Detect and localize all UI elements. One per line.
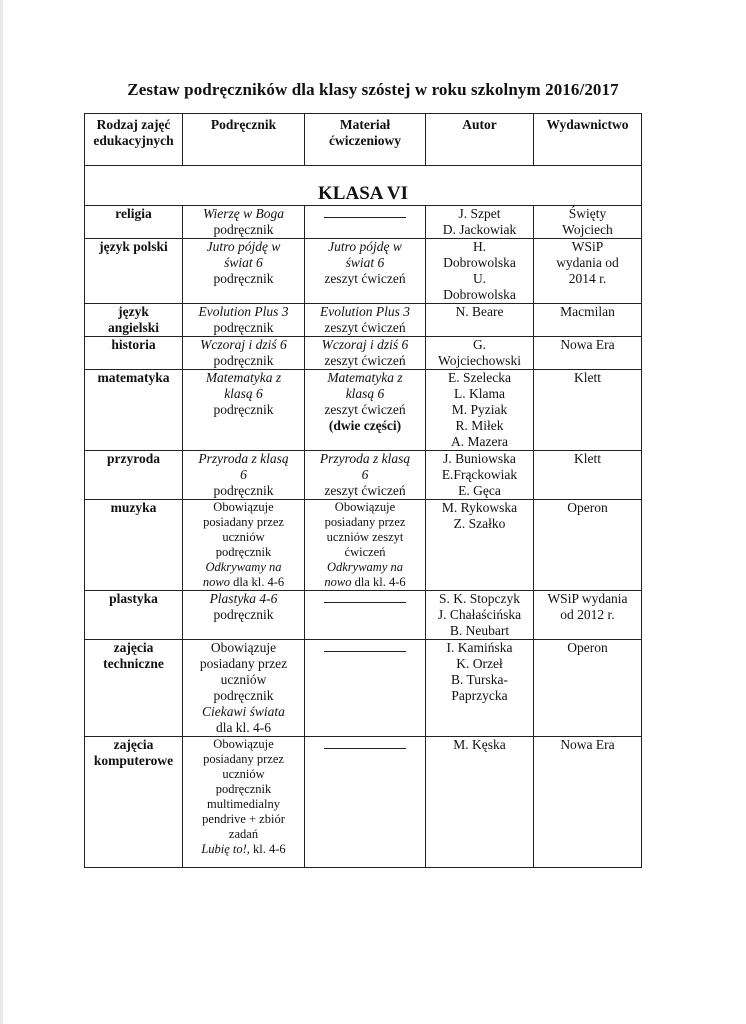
publisher-cell: WSiP wydania od 2012 r. <box>534 591 642 640</box>
material-cell: Przyroda z klasą 6 zeszyt ćwiczeń <box>305 451 426 500</box>
subject-cell: matematyka <box>85 370 183 451</box>
textbook-cell: Plastyka 4-6 podręcznik <box>183 591 305 640</box>
class-row <box>85 166 642 206</box>
author-cell: S. K. Stopczyk J. Chałaścińska B. Neubart <box>426 591 534 640</box>
table-row <box>85 591 642 640</box>
publisher-cell: Klett <box>534 451 642 500</box>
author-cell: M. Rykowska Z. Szałko <box>426 500 534 591</box>
class-label: KLASA VI <box>85 166 642 206</box>
table-row <box>85 737 642 868</box>
material-cell: Obowiązuje posiadany przez uczniów zeszyt ćwiczeń Odkrywamy na nowo dla kl. 4-6 <box>305 500 426 591</box>
table-row <box>85 500 642 591</box>
header-textbook: Podręcznik <box>183 114 305 166</box>
author-cell: J. Szpet D. Jackowiak <box>426 206 534 239</box>
subject-cell: plastyka <box>85 591 183 640</box>
material-cell <box>305 591 426 640</box>
textbook-cell: Wczoraj i dziś 6 podręcznik <box>183 337 305 370</box>
header-author: Autor <box>426 114 534 166</box>
author-cell: G. Wojciechowski <box>426 337 534 370</box>
textbook-cell: Obowiązuje posiadany przez uczniów podręcznik Odkrywamy na nowo dla kl. 4-6 <box>183 500 305 591</box>
table-row <box>85 370 642 451</box>
material-cell <box>305 737 426 868</box>
textbook-cell: Przyroda z klasą 6 podręcznik <box>183 451 305 500</box>
table-row <box>85 337 642 370</box>
empty-dash <box>324 208 406 218</box>
subject-cell: zajęcia techniczne <box>85 640 183 737</box>
table-row <box>85 239 642 304</box>
textbook-cell: Jutro pójdę w świat 6 podręcznik <box>183 239 305 304</box>
subject-cell: język angielski <box>85 304 183 337</box>
empty-dash <box>324 739 406 749</box>
material-cell: Wczoraj i dziś 6 zeszyt ćwiczeń <box>305 337 426 370</box>
header-row <box>85 114 642 166</box>
textbook-table <box>84 113 642 868</box>
header-material: Materiał ćwiczeniowy <box>305 114 426 166</box>
scan-left-edge <box>0 0 3 1024</box>
publisher-cell: Operon <box>534 500 642 591</box>
material-cell: Evolution Plus 3 zeszyt ćwiczeń <box>305 304 426 337</box>
subject-cell: język polski <box>85 239 183 304</box>
subject-cell: muzyka <box>85 500 183 591</box>
author-cell: H. Dobrowolska U. Dobrowolska <box>426 239 534 304</box>
material-cell <box>305 206 426 239</box>
textbook-cell: Evolution Plus 3 podręcznik <box>183 304 305 337</box>
empty-dash <box>324 642 406 652</box>
header-publisher: Wydawnictwo <box>534 114 642 166</box>
material-cell <box>305 640 426 737</box>
author-cell: M. Kęska <box>426 737 534 868</box>
textbook-cell: Matematyka z klasą 6 podręcznik <box>183 370 305 451</box>
author-cell: I. Kamińska K. Orzeł B. Turska- Paprzycka <box>426 640 534 737</box>
subject-cell: zajęcia komputerowe <box>85 737 183 868</box>
table-row <box>85 206 642 239</box>
publisher-cell: WSiP wydania od 2014 r. <box>534 239 642 304</box>
page-title: Zestaw podręczników dla klasy szóstej w roku szkolnym 2016/2017 <box>127 80 619 99</box>
publisher-cell: Nowa Era <box>534 737 642 868</box>
table-row <box>85 451 642 500</box>
table-row <box>85 640 642 737</box>
subject-cell: przyroda <box>85 451 183 500</box>
header-subject: Rodzaj zajęć edukacyjnych <box>85 114 183 166</box>
publisher-cell: Święty Wojciech <box>534 206 642 239</box>
material-cell: Matematyka z klasą 6 zeszyt ćwiczeń (dwie części) <box>305 370 426 451</box>
publisher-cell: Klett <box>534 370 642 451</box>
material-cell: Jutro pójdę w świat 6 zeszyt ćwiczeń <box>305 239 426 304</box>
author-cell: N. Beare <box>426 304 534 337</box>
author-cell: J. Buniowska E.Frąckowiak E. Gęca <box>426 451 534 500</box>
subject-cell: religia <box>85 206 183 239</box>
publisher-cell: Macmilan <box>534 304 642 337</box>
textbook-cell: Wierzę w Boga podręcznik <box>183 206 305 239</box>
publisher-cell: Nowa Era <box>534 337 642 370</box>
subject-cell: historia <box>85 337 183 370</box>
empty-dash <box>324 593 406 603</box>
author-cell: E. Szelecka L. Klama M. Pyziak R. Miłek A. Mazera <box>426 370 534 451</box>
table-row <box>85 304 642 337</box>
textbook-cell: Obowiązuje posiadany przez uczniów podręcznik Ciekawi świata dla kl. 4-6 <box>183 640 305 737</box>
textbook-cell: Obowiązuje posiadany przez uczniów podręcznik multimedialny pendrive + zbiór zadań Lubię to!, kl. 4-6 <box>183 737 305 868</box>
publisher-cell: Operon <box>534 640 642 737</box>
